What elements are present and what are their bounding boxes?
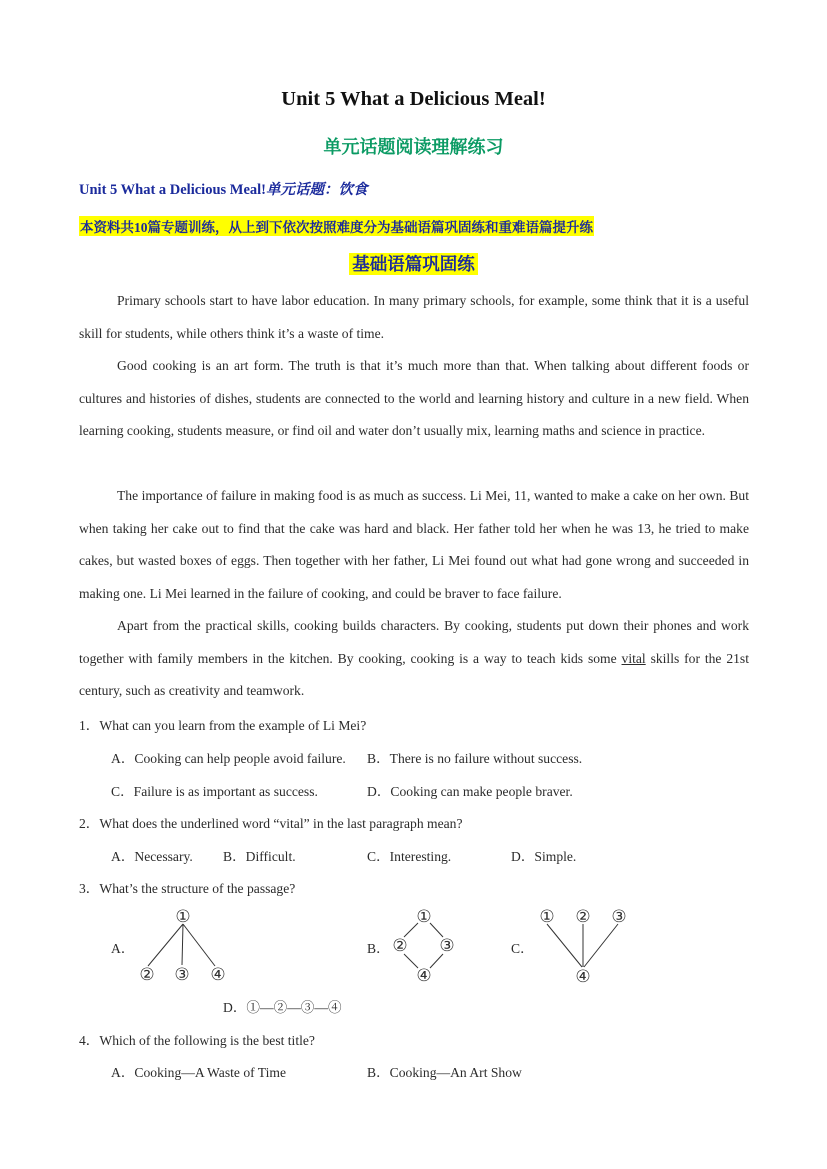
diagram-c-connector: [547, 924, 582, 967]
unit-topic-zh: 单元话题：饮食: [266, 181, 368, 198]
passage-paragraph-4: [79, 610, 749, 708]
structure-diagram-c: [533, 903, 633, 985]
page-title: Unit 5 What a Delicious Meal!: [281, 88, 546, 110]
passage-paragraph-2: [79, 350, 749, 448]
question-1-option-c[interactable]: C．Failure is as important as success.: [111, 784, 318, 799]
material-notice: 本资料共10篇专题训练，从上到下依次按照难度分为基础语篇巩固练和重难语篇提升练: [79, 216, 594, 236]
diagram-a-connector: [183, 924, 215, 966]
underlined-word-vital: vital: [621, 650, 646, 666]
diagram-c-node-4: ④: [575, 967, 591, 985]
passage-paragraph-3: [79, 480, 749, 610]
diagram-b-connector: [430, 923, 443, 937]
diagram-b-node-3: ③: [439, 936, 455, 956]
diagram-a-connector: [148, 924, 183, 966]
paragraph-1-text: Primary schools start to have labor education. In many primary schools, for example, some think that it is a useful skill for students, while others think it’s a waste of time.: [79, 293, 749, 341]
section-heading-text: 基础语篇巩固练: [349, 253, 478, 275]
paragraph-4-text-start: Apart from the practical skills, cooking builds characters. By cooking, students put down their phones and work together with family members in the kitchen. By cooking, cooking is a way to teach kids some: [79, 618, 749, 666]
paragraph-3-text: The importance of failure in making food is as much as success. Li Mei, 11, wanted to make a cake on her own. But when taking her cake out to find that the cake was hard and black. Her father told her when he was 13, he tried to make cakes, but wasted boxes of eggs. Then together with her father, Li Mei found out what had gone wrong and succeeded in making one. Li Mei learned in the failure of cooking, and could be braver to face failure.: [79, 488, 749, 601]
diagram-a-connector: [182, 924, 183, 965]
diagram-a-node-3: ③: [174, 965, 190, 985]
diagram-a-node-1: ①: [175, 907, 191, 927]
diagram-b-node-2: ②: [392, 936, 408, 956]
question-4-option-a[interactable]: A．Cooking—A Waste of Time: [111, 1065, 287, 1080]
question-2-option-a[interactable]: A．Necessary.: [111, 849, 193, 864]
question-1-stem: 1．What can you learn from the example of Li Mei?: [79, 718, 367, 733]
diagram-c-connector: [584, 924, 618, 967]
question-2-option-c[interactable]: C．Interesting.: [367, 849, 452, 864]
paragraph-4-text-end: skills for the 21st century, such as creativity and teamwork.: [79, 650, 749, 699]
diagram-a-node-4: ④: [210, 965, 226, 985]
question-3-option-b[interactable]: B．: [367, 941, 390, 956]
passage-paragraph-1: [79, 285, 749, 350]
question-3-option-a[interactable]: A．: [111, 941, 135, 956]
unit-topic: [79, 178, 368, 199]
paragraph-2-text: Good cooking is an art form. The truth is that it’s much more than that. When talking about different foods or cultures and histories of dishes, students are connected to the world and learning history and culture in a new field. When learning cooking, students measure, or find oil and water don’t usually mix, learning maths and science in practice.: [79, 358, 749, 439]
question-1-option-d[interactable]: D．Cooking can make people braver.: [367, 784, 573, 799]
question-4-option-b[interactable]: B．Cooking—An Art Show: [367, 1065, 522, 1080]
diagram-c-node-2: ②: [575, 907, 591, 927]
structure-diagram-b: [385, 903, 465, 985]
question-4-stem: 4．Which of the following is the best title?: [79, 1033, 315, 1048]
structure-diagram-a: [130, 903, 230, 985]
diagram-c-node-1: ①: [539, 907, 555, 927]
diagram-a-node-2: ②: [139, 965, 155, 985]
question-2-stem: 2．What does the underlined word “vital” in the last paragraph mean?: [79, 816, 463, 831]
question-2-option-d[interactable]: D．Simple.: [511, 849, 577, 864]
page-subtitle: 单元话题阅读理解练习: [323, 137, 504, 157]
question-1-option-b[interactable]: B．There is no failure without success.: [367, 751, 583, 766]
diagram-c-node-3: ③: [611, 907, 627, 927]
question-3-stem: 3．What’s the structure of the passage?: [79, 881, 296, 896]
question-3-option-d[interactable]: D．①—②—③—④: [223, 1000, 342, 1015]
diagram-b-node-4: ④: [416, 966, 432, 985]
diagram-b-connector: [430, 954, 443, 968]
section-heading: [0, 251, 827, 276]
diagram-b-node-1: ①: [416, 907, 432, 927]
question-2-option-b[interactable]: B．Difficult.: [223, 849, 296, 864]
unit-topic-en: Unit 5 What a Delicious Meal!: [79, 182, 267, 198]
question-1-option-a[interactable]: A．Cooking can help people avoid failure.: [111, 751, 346, 766]
question-3-option-c[interactable]: C．: [511, 941, 534, 956]
